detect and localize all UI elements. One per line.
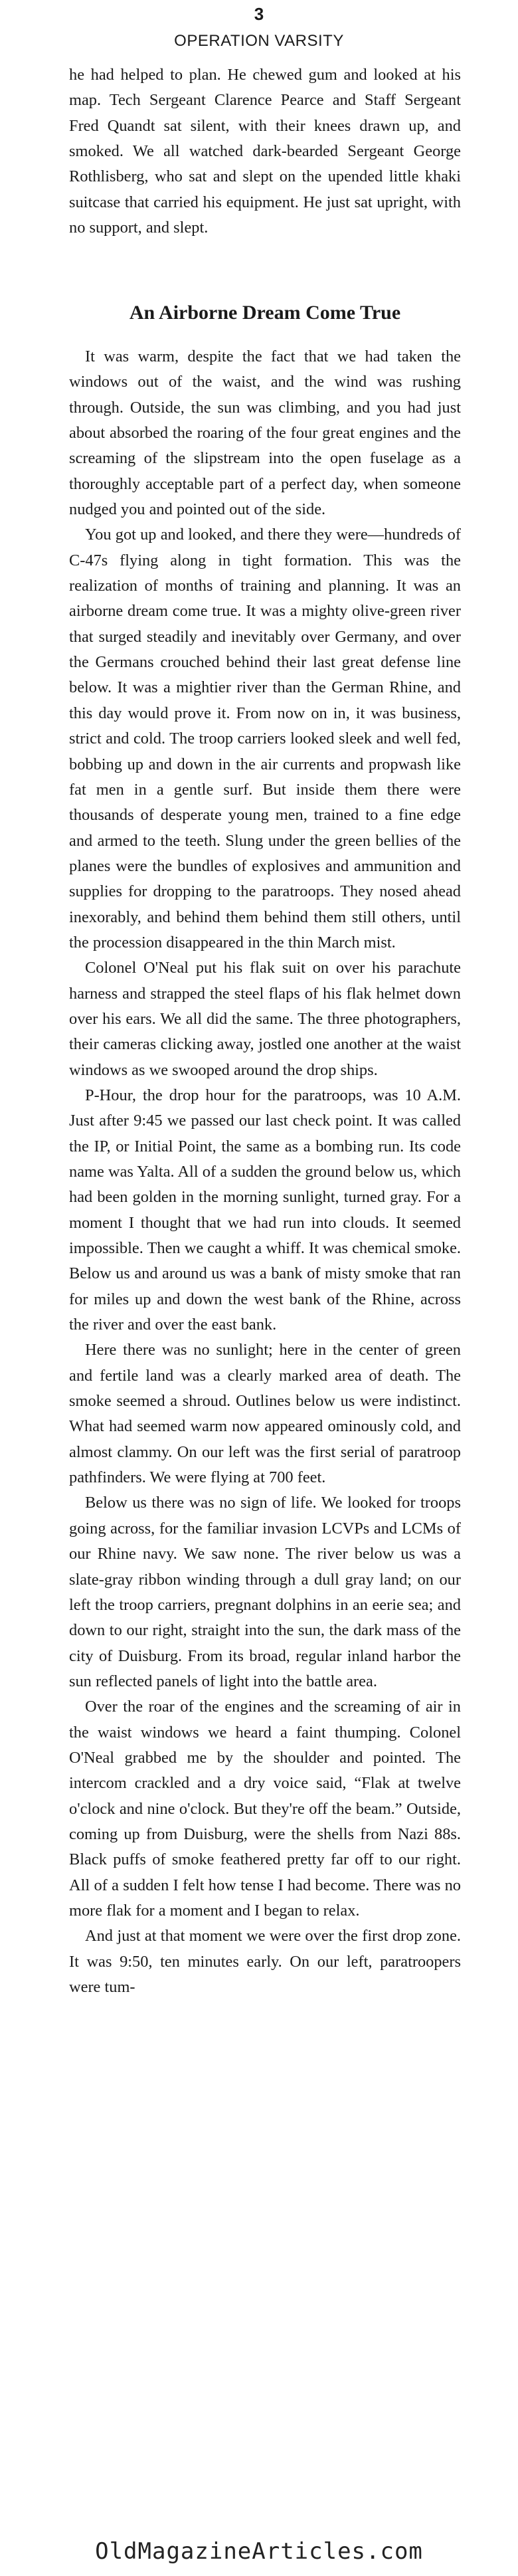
body-paragraph: It was warm, despite the fact that we had taken the windows out of the waist, and the wind was rushing through. Outside, the sun was climbing, and you had just about absorbed the roaring of the four great engines and the screaming of the slipstream into the open fuselage as a thoroughly acceptable part of a perfect day, when someone nudged you and pointed out of the side.: [69, 347, 461, 519]
body-paragraph: P-Hour, the drop hour for the paratroops, was 10 A.M. Just after 9:45 we passed our last check point. It was called the IP, or Initial Point, the same as a bombing run. Its code name was Yalta. All of a sudden the ground below us, which had been golden in the morning sunlight, turned gray. For a moment I thought that we had run into clouds. It seemed impossible. Then we caught a whiff. It was chemical smoke. Below us and around us was a bank of misty smoke that ran for miles up and down the west bank of the Rhine, across the river and over the east bank.: [69, 1086, 461, 1334]
section-heading: An Airborne Dream Come True: [129, 302, 401, 324]
opening-text-block: [69, 62, 461, 241]
body-paragraph: Below us there was no sign of life. We looked for troops going across, for the familiar invasion LCVPs and LCMs of our Rhine navy. We saw none. The river below us was a slate-gray ribbon winding through a dull gray land; on our left the troop carriers, pregnant dolphins in an eerie sea; and down to our right, straight into the sun, the dark mass of the city of Duisburg. From its broad, regular inland harbor the sun reflected panels of light into the battle area.: [69, 1494, 461, 1690]
body-paragraph: You got up and looked, and there they were—hundreds of C-47s flying along in tight formation. This was the realization of months of training and planning. It was an airborne dream come true. It was a mighty olive-green river that surged steadily and inevitably over Germany, and over the Germans crouched behind their last great defense line below. It was a mightier river than the German Rhine, and this day would prove it. From now on in, it was business, strict and cold. The troop carriers looked sleek and well fed, bobbing up and down in the air currents and propwash like fat men in a gentle surf. But inside them there were thousands of desperate young men, trained to a fine edge and armed to the teeth. Slung under the green bellies of the planes were the bundles of explosives and ammunition and supplies for dropping to the paratroops. They nosed ahead inexorably, and behind them behind them still others, until the procession disappeared in the thin March mist.: [69, 526, 461, 951]
running-head: OPERATION VARSITY: [174, 32, 344, 50]
source-watermark: OldMagazineArticles.com: [95, 2538, 423, 2565]
body-paragraph: Colonel O'Neal put his flak suit on over his parachute harness and strapped the steel flaps of his flak helmet down over his ears. We all did the same. The three photographers, their cameras clicking away, jostled one another at the waist windows as we swooped around the drop ships.: [69, 959, 461, 1079]
body-paragraph: And just at that moment we were over the first drop zone. It was 9:50, ten minutes early. On our left, paratroopers were tum-: [69, 1927, 461, 1996]
body-paragraph: Here there was no sunlight; here in the center of green and fertile land was a clearly marked area of death. The smoke seemed a shroud. Outlines below us were indistinct. What had seemed warm now appeared ominously cold, and almost clammy. On our left was the first serial of paratroop pathfinders. We were flying at 700 feet.: [69, 1341, 461, 1487]
article-body: [69, 344, 461, 2000]
page-number: 3: [254, 4, 264, 24]
opening-paragraph: he had helped to plan. He chewed gum and looked at his map. Tech Sergeant Clarence Pearce and Staff Sergeant Fred Quandt sat silent, with their knees drawn up, and smoked. We all watched dark-bearded Sergeant George Rothlisberg, who sat and slept on the upended little khaki suitcase that carried his equipment. He just sat upright, with no support, and slept.: [69, 66, 461, 237]
body-paragraph: Over the roar of the engines and the screaming of air in the waist windows we heard a faint thumping. Colonel O'Neal grabbed me by the shoulder and pointed. The intercom crackled and a dry voice said, “Flak at twelve o'clock and nine o'clock. But they're off the beam.” Outside, coming up from Duisburg, were the shells from Nazi 88s. Black puffs of smoke feathered pretty far off to our right. All of a sudden I felt how tense I had become. There was no more flak for a moment and I began to relax.: [69, 1698, 461, 1920]
